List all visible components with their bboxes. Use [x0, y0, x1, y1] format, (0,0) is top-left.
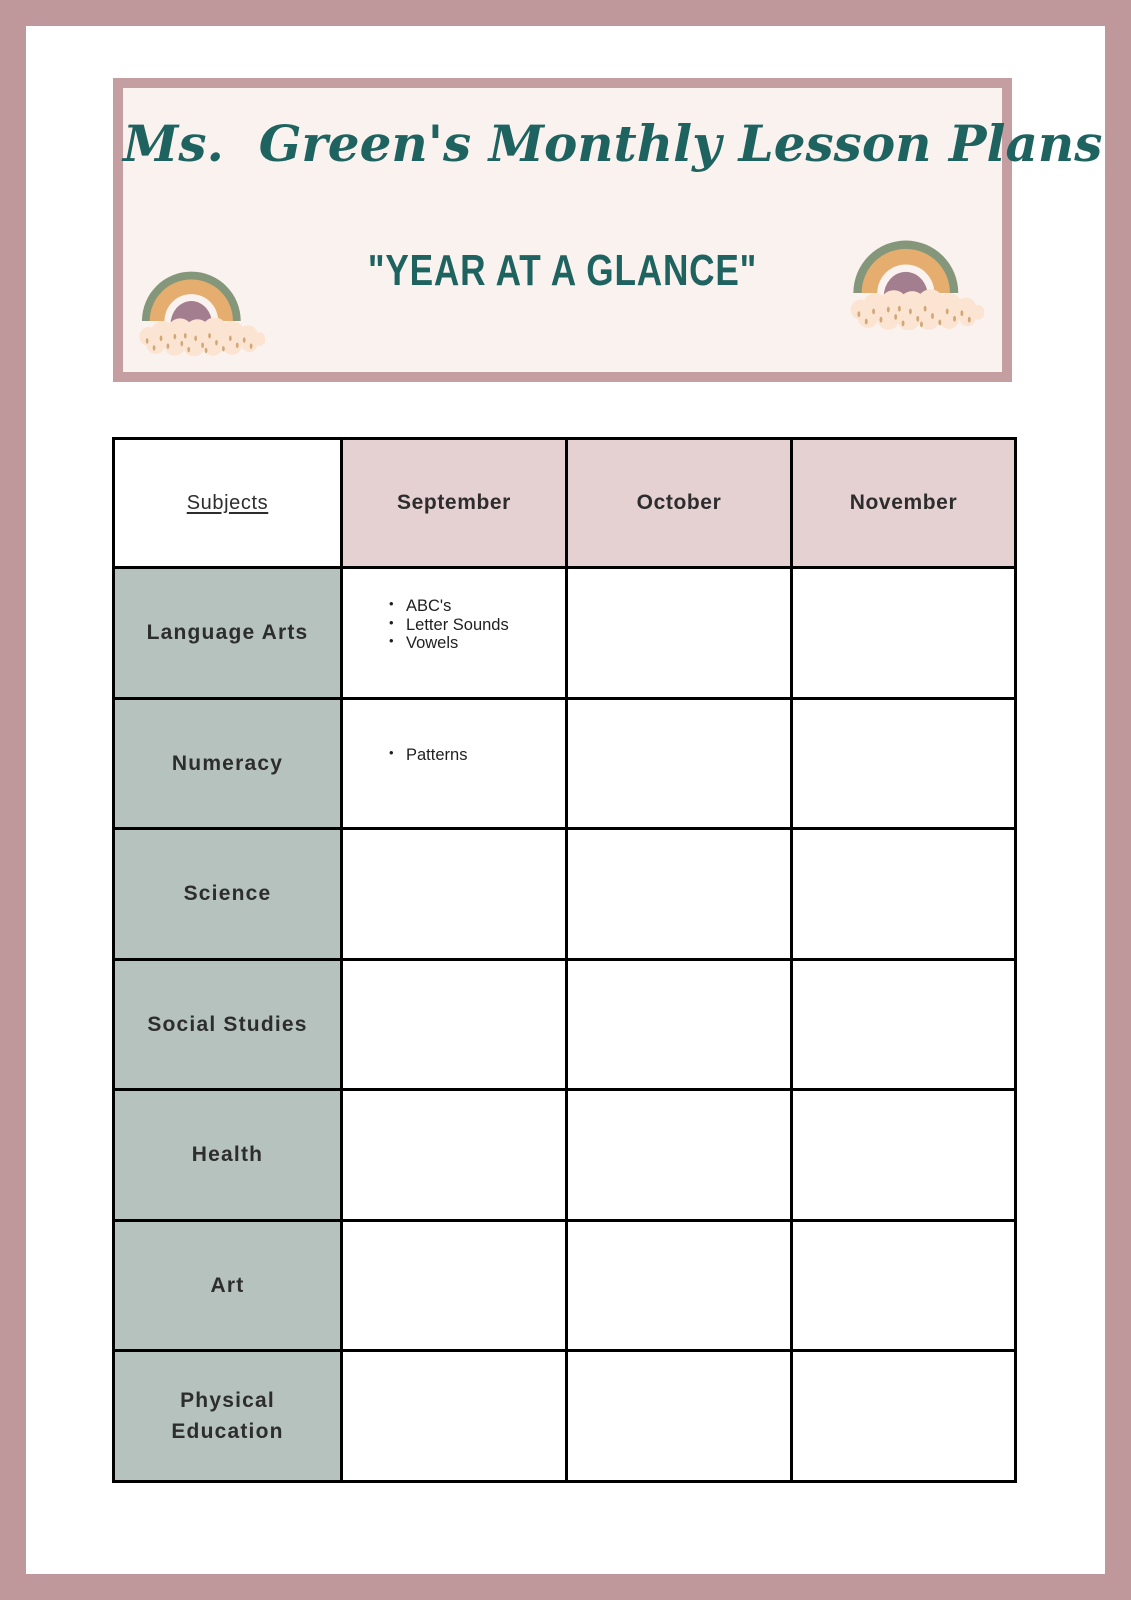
lesson-item: • Letter Sounds: [387, 616, 509, 634]
lesson-cell: [568, 569, 790, 697]
subject-cell-social-studies: Social Studies: [115, 961, 340, 1089]
page-subtitle: "YEAR AT A GLANCE": [367, 246, 758, 295]
column-header-september: September: [343, 440, 565, 566]
lesson-cell: [793, 1222, 1014, 1350]
lesson-cell: [568, 830, 790, 958]
lesson-cell: [793, 700, 1014, 828]
lesson-list: [343, 746, 473, 764]
header-banner: [113, 78, 1103, 382]
lesson-item: • Patterns: [387, 746, 467, 764]
lesson-list: [343, 597, 515, 652]
lesson-item: • ABC's: [387, 597, 509, 615]
lesson-cell: [568, 700, 790, 828]
year-at-a-glance-table: [112, 437, 1017, 1483]
lesson-cell: [343, 830, 565, 958]
column-header-november: November: [793, 440, 1014, 566]
lesson-cell: [793, 1091, 1014, 1219]
lesson-cell: [568, 1352, 790, 1480]
page-title: Ms. Green's Monthly Lesson Plans: [123, 114, 1103, 173]
lesson-cell: [568, 1091, 790, 1219]
lesson-item: • Vowels: [387, 634, 509, 652]
lesson-cell: [343, 1222, 565, 1350]
lesson-cell: [568, 961, 790, 1089]
lesson-cell: [343, 569, 565, 697]
lesson-cell: [343, 700, 565, 828]
rainbow-cloud-icon: [846, 224, 984, 330]
lesson-cell: [793, 961, 1014, 1089]
lesson-cell: [793, 830, 1014, 958]
cloud-shape: [851, 289, 984, 329]
lesson-cell: [343, 961, 565, 1089]
column-header-october: October: [568, 440, 790, 566]
column-header-subjects-label: Subjects: [186, 491, 269, 514]
subject-cell-physical-education: Physical Education: [115, 1352, 340, 1480]
subject-cell-health: Health: [115, 1091, 340, 1219]
subject-cell-numeracy: Numeracy: [115, 700, 340, 828]
rainbow-cloud-icon: [135, 256, 265, 356]
lesson-cell: [793, 569, 1014, 697]
column-header-subjects: [115, 440, 340, 566]
lesson-cell: [343, 1352, 565, 1480]
subject-cell-language-arts: Language Arts: [115, 569, 340, 697]
lesson-cell: [568, 1222, 790, 1350]
lesson-cell: [343, 1091, 565, 1219]
cloud-shape: [139, 318, 265, 356]
lesson-cell: [793, 1352, 1014, 1480]
subject-cell-art: Art: [115, 1222, 340, 1350]
subject-cell-science: Science: [115, 830, 340, 958]
